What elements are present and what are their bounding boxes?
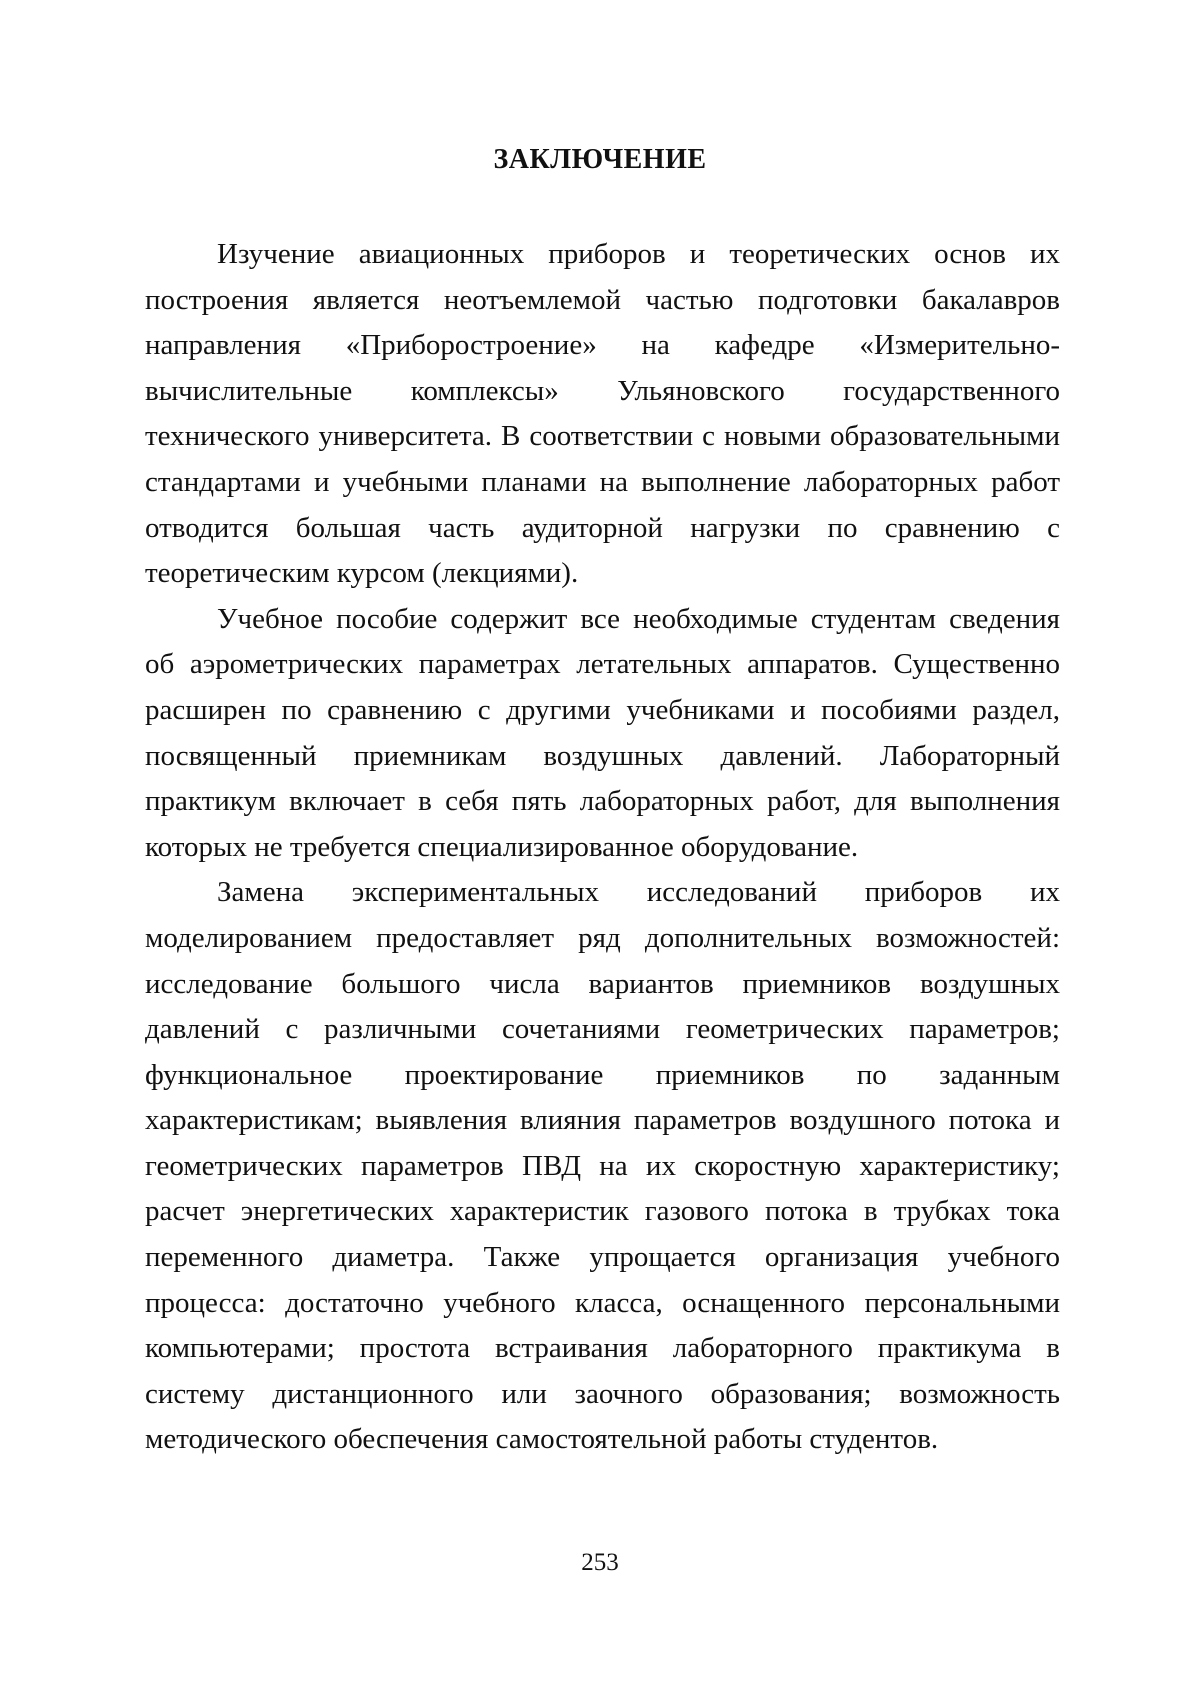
paragraph-2: Учебное пособие содержит все необходимые студентам сведения об аэрометрических параметрах летательных аппаратов. Существенно расширен по сравнению с другими учебниками и пособиями раздел, посвященный приемникам воздушных давлений. Лабораторный практикум включает в себя пять лабораторных работ, для выполнения которых не требуется специализированное оборудование. [145,602,1060,863]
page-number: 253 [581,1549,619,1576]
section-title: ЗАКЛЮЧЕНИЕ [493,144,707,175]
paragraph-1: Изучение авиационных приборов и теоретических основ их построения является неотъемлемой частью подготовки бакалавров направления «Приборостроение» на кафедре «Измерительно-вычислительные комплексы» Ульяновского государственного технического университета. В соответствии с новыми образовательными стандартами и учебными планами на выполнение лабораторных работ отводится большая часть аудиторной нагрузки по сравнению с теоретическим курсом (лекциями). [145,238,1060,590]
body-text [145,232,1060,1463]
paragraph-3: Замена экспериментальных исследований приборов их моделированием предоставляет ряд дополнительных возможностей: исследование большого числа вариантов приемников воздушных давлений с различными сочетаниями геометрических параметров; функциональное проектирование приемников по заданным характеристикам; выявления влияния параметров воздушного потока и геометрических параметров ПВД на их скоростную характеристику; расчет энергетических характеристик газового потока в трубках тока переменного диаметра. Также упрощается организация учебного процесса: достаточно учебного класса, оснащенного персональными компьютерами; простота встраивания лабораторного практикума в систему дистанционного или заочного образования; возможность методического обеспечения самостоятельной работы студентов. [145,876,1060,1456]
